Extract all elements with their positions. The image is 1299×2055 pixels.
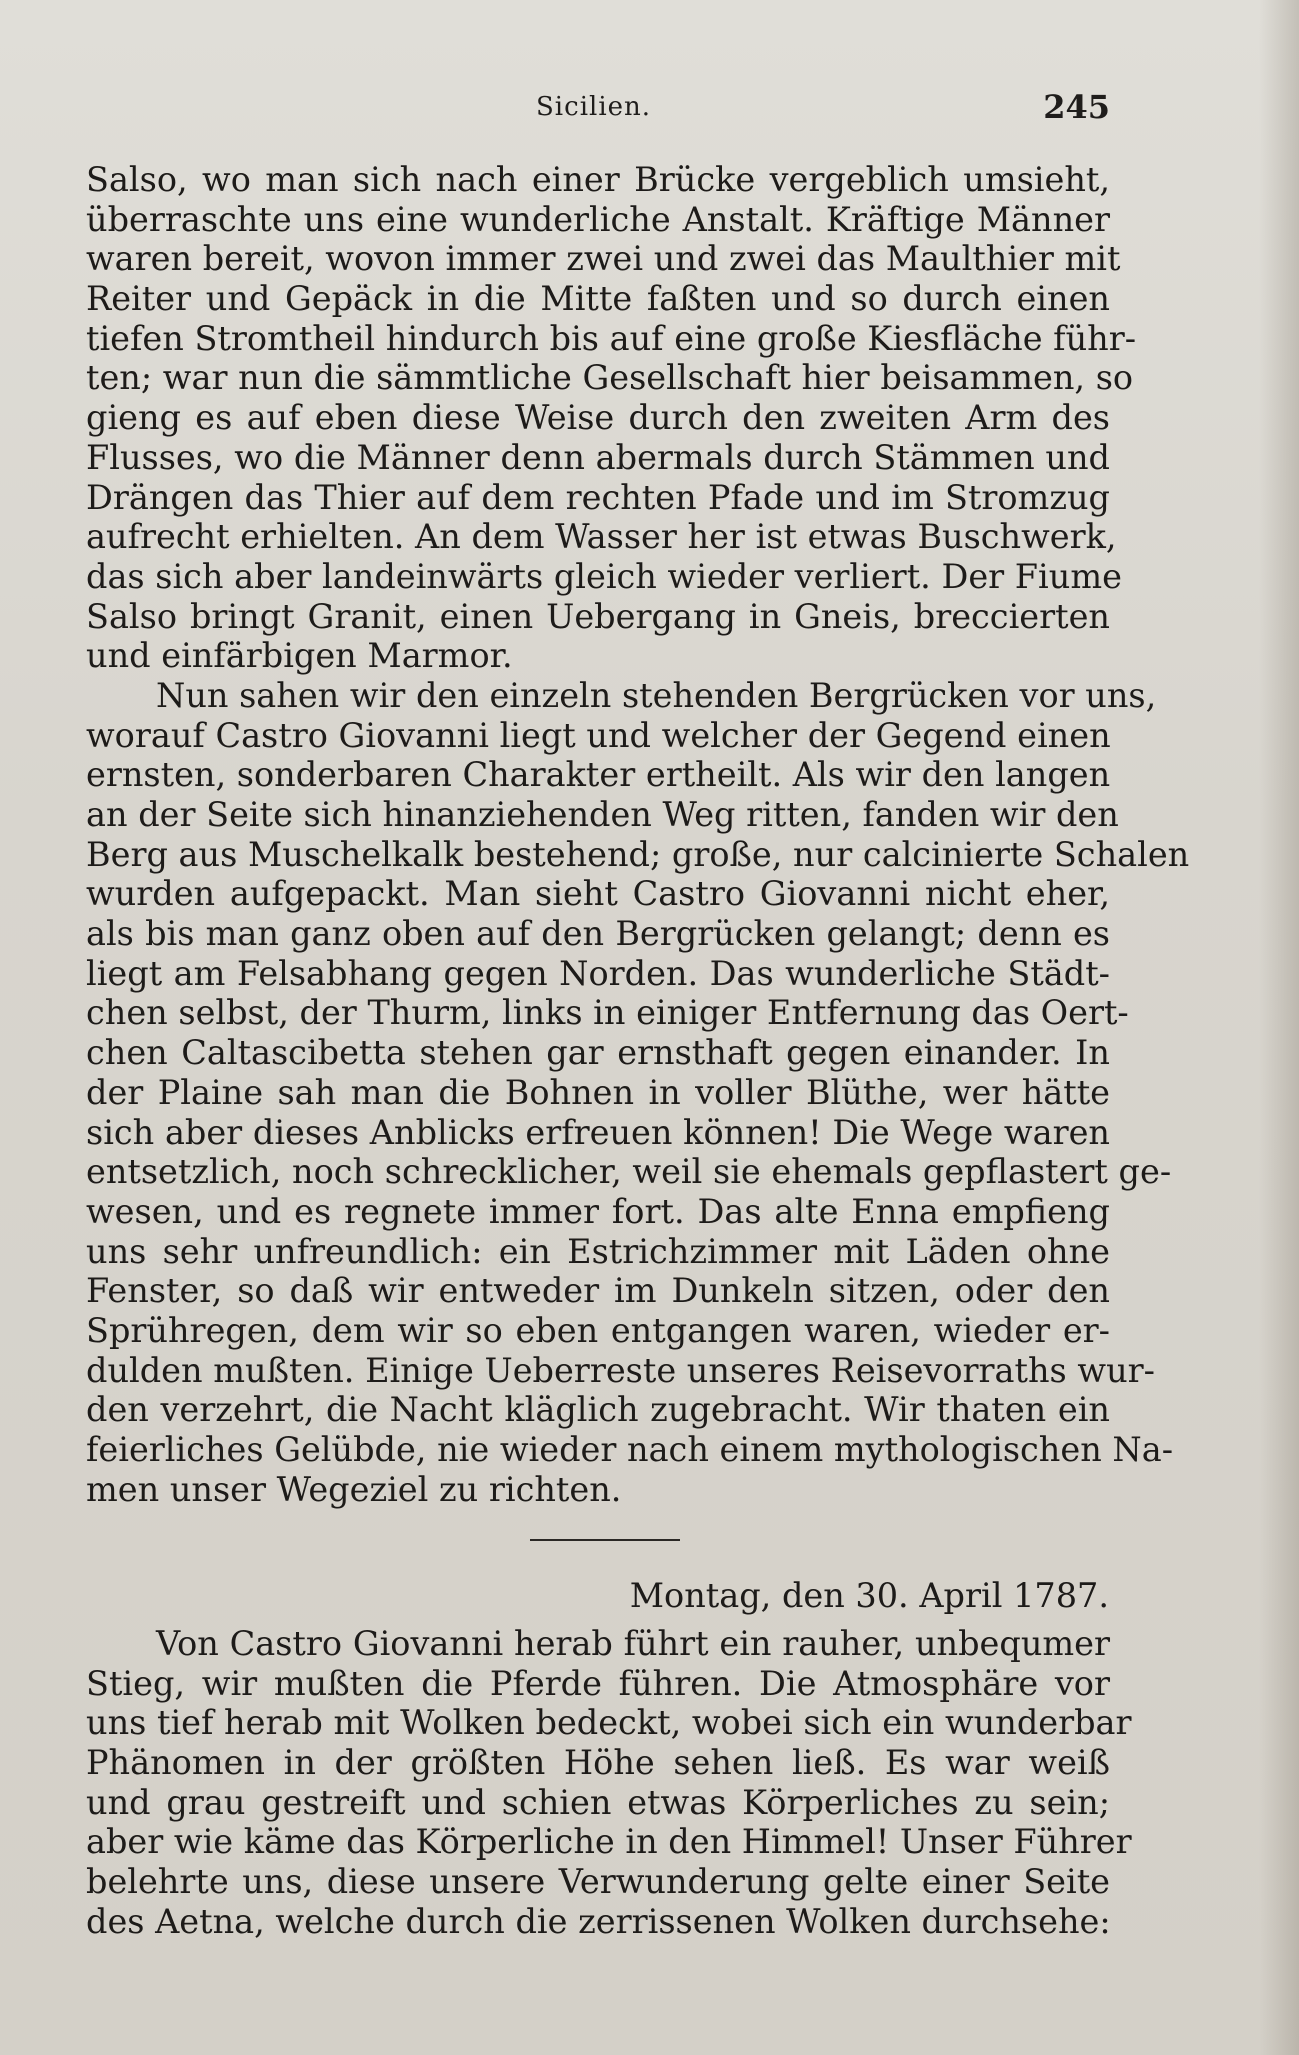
text-line: uns tief herab mit Wolken bedeckt, wobei sich ein wunderbar bbox=[86, 1703, 1132, 1743]
text-line: dulden mußten. Einige Ueberreste unseres Reisevorraths wur- bbox=[86, 1350, 1155, 1390]
paragraph-continuation bbox=[86, 160, 1137, 676]
text-line: sich aber dieses Anblicks erfreuen können! Die Wege waren bbox=[86, 1112, 1110, 1152]
text-line: chen Caltascibetta stehen gar ernsthaft gegen einander. In bbox=[86, 1033, 1110, 1073]
page-header bbox=[86, 88, 1110, 132]
text-line: den verzehrt, die Nacht kläglich zugebracht. Wir thaten ein bbox=[86, 1390, 1110, 1430]
text-line: tiefen Stromtheil hindurch bis auf eine große Kiesfläche führ- bbox=[86, 318, 1137, 358]
page-number: 245 bbox=[1043, 88, 1110, 126]
text-line: Drängen das Thier auf dem rechten Pfade und im Stromzug bbox=[86, 477, 1110, 517]
text-line: waren bereit, wovon immer zwei und zwei das Maulthier mit bbox=[86, 239, 1121, 279]
text-line: als bis man ganz oben auf den Bergrücken gelangt; denn es bbox=[86, 914, 1110, 954]
dateline: Montag, den 30. April 1787. bbox=[629, 1576, 1109, 1615]
text-line: Reiter und Gepäck in die Mitte faßten und so durch einen bbox=[86, 279, 1110, 319]
paragraph-castro-giovanni bbox=[86, 675, 1190, 1509]
text-line: Phänomen in der größten Höhe sehen ließ. Es war weiß bbox=[86, 1743, 1110, 1783]
text-line: und einfärbigen Marmor. bbox=[86, 636, 513, 676]
text-line: worauf Castro Giovanni liegt und welcher der Gegend einen bbox=[86, 715, 1111, 755]
text-line: ernsten, sonderbaren Charakter ertheilt. Als wir den langen bbox=[86, 755, 1111, 795]
text-line: wesen, und es regnete immer fort. Das alte Enna empfieng bbox=[86, 1191, 1110, 1231]
running-head: Sicilien. bbox=[536, 92, 652, 122]
text-line: uns sehr unfreundlich: ein Estrichzimmer mit Läden ohne bbox=[86, 1231, 1110, 1271]
text-line: Flusses, wo die Männer denn abermals durch Stämmen und bbox=[86, 437, 1110, 477]
text-line: liegt am Felsabhang gegen Norden. Das wunderliche Städt- bbox=[86, 953, 1110, 993]
text-line: Stieg, wir mußten die Pferde führen. Die Atmosphäre vor bbox=[86, 1663, 1110, 1703]
text-line: das sich aber landeinwärts gleich wieder verliert. Der Fiume bbox=[86, 556, 1122, 596]
text-block-lower bbox=[86, 1624, 1132, 1942]
text-line: Fenster, so daß wir entweder im Dunkeln sitzen, oder den bbox=[86, 1271, 1110, 1311]
section-divider bbox=[530, 1539, 680, 1541]
text-line: an der Seite sich hinanziehenden Weg ritten, fanden wir den bbox=[86, 795, 1119, 834]
text-line: chen selbst, der Thurm, links in einiger Entfernung das Oert- bbox=[86, 993, 1129, 1033]
text-line: der Plaine sah man die Bohnen in voller Blüthe, wer hätte bbox=[86, 1072, 1110, 1112]
text-line: aber wie käme das Körperliche in den Himmel! Unser Führer bbox=[86, 1822, 1132, 1862]
text-line: gieng es auf eben diese Weise durch den zweiten Arm des bbox=[86, 398, 1110, 438]
text-line: belehrte uns, diese unsere Verwunderung gelte einer Seite bbox=[86, 1862, 1110, 1902]
text-line: ten; war nun die sämmtliche Gesellschaft hier beisammen, so bbox=[86, 358, 1134, 398]
text-block-upper bbox=[86, 160, 1190, 1509]
text-line: Berg aus Muschelkalk bestehend; große, nur calcinierte Schalen bbox=[86, 834, 1190, 874]
text-line: und grau gestreift und schien etwas Körperliches zu sein; bbox=[86, 1782, 1110, 1822]
text-line: entsetzlich, noch schrecklicher, weil sie ehemals gepflastert ge- bbox=[86, 1152, 1172, 1192]
text-line: wurden aufgepackt. Man sieht Castro Giovanni nicht eher, bbox=[86, 874, 1110, 914]
text-line: men unser Wegeziel zu richten. bbox=[86, 1469, 622, 1509]
paragraph-aetna bbox=[86, 1624, 1132, 1942]
text-line: aufrecht erhielten. An dem Wasser her ist etwas Buschwerk, bbox=[86, 517, 1117, 557]
text-line: überraschte uns eine wunderliche Anstalt. Kräftige Männer bbox=[86, 199, 1110, 239]
text-line: Nun sahen wir den einzeln stehenden Bergrücken vor uns, bbox=[156, 675, 1157, 715]
text-line: Sprühregen, dem wir so eben entgangen waren, wieder er- bbox=[86, 1310, 1110, 1350]
text-line: Salso, wo man sich nach einer Brücke vergeblich umsieht, bbox=[86, 160, 1110, 199]
text-line: Salso bringt Granit, einen Uebergang in Gneis, breccierten bbox=[86, 596, 1110, 636]
text-line: Von Castro Giovanni herab führt ein rauher, unbequmer bbox=[156, 1624, 1110, 1663]
text-line: feierliches Gelübde, nie wieder nach einem mythologischen Na- bbox=[86, 1430, 1174, 1469]
text-line: des Aetna, welche durch die zerrissenen Wolken durchsehe: bbox=[86, 1901, 1111, 1941]
